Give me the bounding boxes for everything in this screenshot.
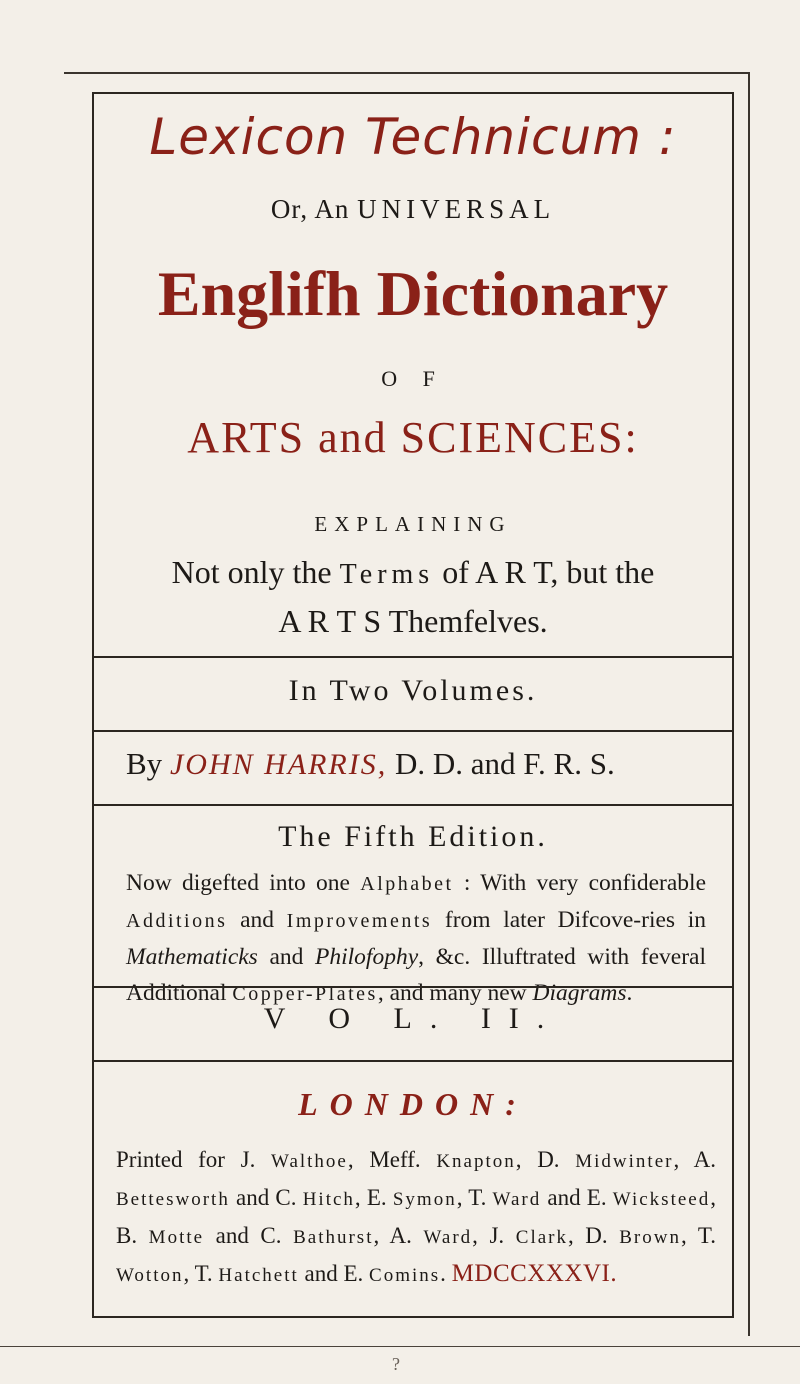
desc-alphabet: Alphabet: [360, 873, 454, 895]
desc-text: , and many new: [377, 980, 533, 1006]
subtitle-caps: UNIVERSAL: [357, 194, 556, 224]
explaining: EXPLAINING: [314, 512, 512, 536]
author-degrees: D. D. and F. R. S.: [387, 746, 615, 781]
edition: The Fifth Edition.: [278, 820, 548, 853]
desc-text: from later Difcove-ries in: [432, 907, 706, 933]
imprint-text: and C.: [229, 1185, 303, 1210]
footer-mark: ?: [392, 1354, 400, 1374]
subtitle-prefix: Or, An: [270, 194, 358, 224]
imprint-text: , E.: [354, 1185, 393, 1210]
volume-number: V O L. II.: [263, 1002, 563, 1035]
divider-rule: [94, 656, 732, 658]
london: LONDON:: [298, 1086, 528, 1122]
desc-diagrams: Diagrams: [532, 980, 627, 1006]
imprint-wicksteed: Wicksteed: [612, 1189, 711, 1210]
imprint-brown: Brown: [619, 1227, 681, 1248]
desc-additions: Additions: [126, 910, 228, 932]
subtitle: [94, 194, 732, 225]
imprint-text: , T.: [456, 1185, 493, 1210]
arts-sciences: ARTS and SCIENCES:: [187, 413, 639, 462]
desc-text: and: [227, 907, 287, 933]
desc-text: Now digefted into one: [126, 870, 361, 896]
imprint-text: , A.: [373, 1223, 424, 1248]
imprint-knapton: Knapton: [436, 1151, 516, 1172]
imprint-year: MDCCXXXVI.: [451, 1260, 618, 1287]
imprint-a-ward: Ward: [423, 1227, 473, 1248]
outer-bottom-rule: [0, 1346, 800, 1347]
imprint-comins: Comins: [369, 1265, 441, 1286]
desc-philosophy: Philofophy: [315, 944, 419, 970]
imprint-text: , T.: [183, 1261, 219, 1286]
imprint-text: .: [440, 1261, 452, 1286]
notonly-art: A R T,: [475, 554, 559, 590]
main-title: Englifh Dictionary: [157, 258, 669, 329]
imprint-text: Printed for J.: [116, 1147, 272, 1172]
imprint-text: , D.: [567, 1223, 620, 1248]
arts-themselves: A R T S Themfelves.: [278, 603, 548, 639]
description: [126, 865, 706, 1012]
not-only-line: [94, 554, 732, 591]
desc-text: .: [626, 980, 633, 1006]
imprint-hatchett: Hatchett: [218, 1265, 299, 1286]
author-line: [94, 746, 732, 782]
desc-plates: Copper-Plates: [232, 983, 378, 1005]
imprint-motte: Motte: [148, 1227, 205, 1248]
desc-text: and: [257, 944, 315, 970]
divider-rule: [94, 1060, 732, 1062]
notonly-a: Not only the: [171, 554, 340, 590]
imprint-text: and C.: [204, 1223, 294, 1248]
title-page: [92, 92, 734, 1318]
imprint-text: , A.: [673, 1147, 716, 1172]
divider-rule: [94, 730, 732, 732]
volumes: In Two Volumes.: [288, 674, 538, 707]
desc-mathematicks: Mathematicks: [126, 944, 258, 970]
imprint-text: , Meff.: [347, 1147, 437, 1172]
desc-text: : With very confiderable: [453, 870, 706, 896]
imprint-clark: Clark: [515, 1227, 568, 1248]
of-line: O F: [381, 366, 445, 391]
desc-text: , &c. Illuftrated with feveral Additional: [126, 944, 706, 1006]
imprint-bettesworth: Bettesworth: [116, 1189, 230, 1210]
imprint-text: , T.: [680, 1223, 716, 1248]
imprint: [116, 1142, 716, 1294]
imprint-bathurst: Bathurst: [293, 1227, 374, 1248]
imprint-walthoe: Walthoe: [271, 1151, 348, 1172]
imprint-wotton: Wotton: [116, 1265, 184, 1286]
notonly-b: of: [434, 554, 476, 590]
notonly-c: but the: [558, 554, 655, 590]
title: Lexicon Technicum :: [149, 108, 677, 166]
divider-rule: [94, 804, 732, 806]
notonly-terms: Terms: [339, 559, 435, 590]
desc-improvements: Improvements: [286, 910, 433, 932]
imprint-text: , J.: [472, 1223, 516, 1248]
author-by: By: [126, 746, 170, 781]
imprint-text: , D.: [515, 1147, 576, 1172]
imprint-text: and E.: [298, 1261, 370, 1286]
author-name: JOHN HARRIS,: [169, 748, 388, 781]
imprint-hitch: Hitch: [302, 1189, 355, 1210]
imprint-symon: Symon: [392, 1189, 457, 1210]
imprint-text: , B.: [116, 1185, 716, 1248]
imprint-midwinter: Midwinter: [575, 1151, 674, 1172]
imprint-ward: Ward: [492, 1189, 542, 1210]
divider-rule: [94, 986, 732, 988]
imprint-text: and E.: [541, 1185, 613, 1210]
